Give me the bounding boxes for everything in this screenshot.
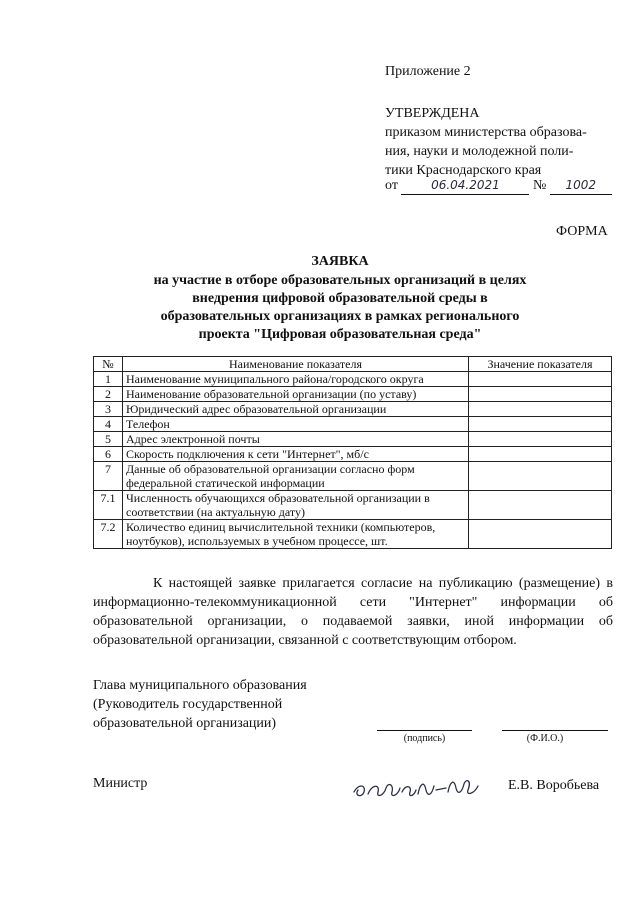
row-value (469, 447, 612, 462)
row-value (469, 402, 612, 417)
order-date-value: 06.04.2021 (431, 178, 500, 192)
header-name: Наименование показателя (123, 357, 469, 372)
row-name: Телефон (123, 417, 469, 432)
row-num: 1 (94, 372, 123, 387)
signature-line (377, 729, 472, 731)
approved-line: тики Краснодарского края (385, 163, 542, 178)
row-value (469, 387, 612, 402)
row-name: Скорость подключения к сети "Интернет", мб/с (123, 447, 469, 462)
row-name: Наименование муниципального района/городского округа (123, 372, 469, 387)
approved-line: приказом министерства образова- (385, 125, 587, 140)
row-value (469, 417, 612, 432)
row-num: 6 (94, 447, 123, 462)
row-value (469, 432, 612, 447)
title-line: проекта "Цифровая образовательная среда" (198, 327, 482, 342)
row-name: Наименование образовательной организации (по уставу) (123, 387, 469, 402)
header-value: Значение показателя (469, 357, 612, 372)
table-row (94, 387, 612, 402)
consent-paragraph: К настоящей заявке прилагается согласие на публикацию (размещение) в информационно-телекоммуникационной сети "Интернет" информации об образовательной организации, о подаваемой заявки, иной информации об образовательной организации, связанной с соответствующим отбором. (93, 576, 613, 648)
row-name: Численность обучающихся образовательной организации в соответствии (на актуальную дату) (123, 491, 469, 520)
table-row (94, 372, 612, 387)
table-header-row (94, 357, 612, 372)
row-value (469, 491, 612, 520)
approved-line: ния, науки и молодежной поли- (385, 144, 574, 159)
table-row (94, 447, 612, 462)
number-prefix: № (532, 178, 547, 193)
title-main: ЗАЯВКА (311, 254, 369, 269)
row-name: Юридический адрес образовательной организации (123, 402, 469, 417)
row-num: 4 (94, 417, 123, 432)
minister-name: Е.В. Воробьева (508, 778, 600, 793)
minister-signature (350, 770, 490, 810)
row-value (469, 372, 612, 387)
row-name: Количество единиц вычислительной техники (компьютеров, ноутбуков), используемых в учебном процессе, шт. (123, 520, 469, 549)
row-num: 7 (94, 462, 123, 491)
order-date-line (385, 178, 612, 195)
fio-line (502, 729, 608, 731)
row-name: Адрес электронной почты (123, 432, 469, 447)
row-name: Данные об образовательной организации согласно форм федеральной статической информации (123, 462, 469, 491)
signature-caption: (подпись) (403, 733, 446, 744)
header-num: № (94, 357, 123, 372)
row-num: 5 (94, 432, 123, 447)
row-num: 7.1 (94, 491, 123, 520)
appendix-label: Приложение 2 (385, 64, 471, 79)
order-number-value: 1002 (565, 178, 597, 192)
fio-caption: (Ф.И.О.) (526, 733, 564, 744)
order-date-field (401, 178, 529, 195)
table-row (94, 402, 612, 417)
approved-heading: УТВЕРЖДЕНА (385, 106, 480, 121)
table-row (94, 432, 612, 447)
row-num: 7.2 (94, 520, 123, 549)
table-row (94, 462, 612, 491)
table-row (94, 491, 612, 520)
date-prefix: от (385, 178, 398, 193)
row-value (469, 462, 612, 491)
row-num: 3 (94, 402, 123, 417)
form-label: ФОРМА (556, 224, 608, 239)
title-line: образовательных организациях в рамках регионального (160, 309, 520, 324)
order-number-field (550, 178, 612, 195)
approval-block (385, 104, 587, 180)
document-title (80, 253, 600, 344)
row-num: 2 (94, 387, 123, 402)
minister-title: Министр (93, 776, 148, 791)
head-line: образовательной организации) (93, 716, 277, 731)
head-line: (Руководитель государственной (93, 697, 283, 712)
head-block (93, 676, 307, 733)
title-line: на участие в отборе образовательных организаций в целях (153, 273, 527, 288)
row-value (469, 520, 612, 549)
table-row (94, 417, 612, 432)
title-line: внедрения цифровой образовательной среды в (192, 291, 488, 306)
table-row (94, 520, 612, 549)
application-table (93, 356, 612, 549)
head-line: Глава муниципального образования (93, 678, 307, 693)
